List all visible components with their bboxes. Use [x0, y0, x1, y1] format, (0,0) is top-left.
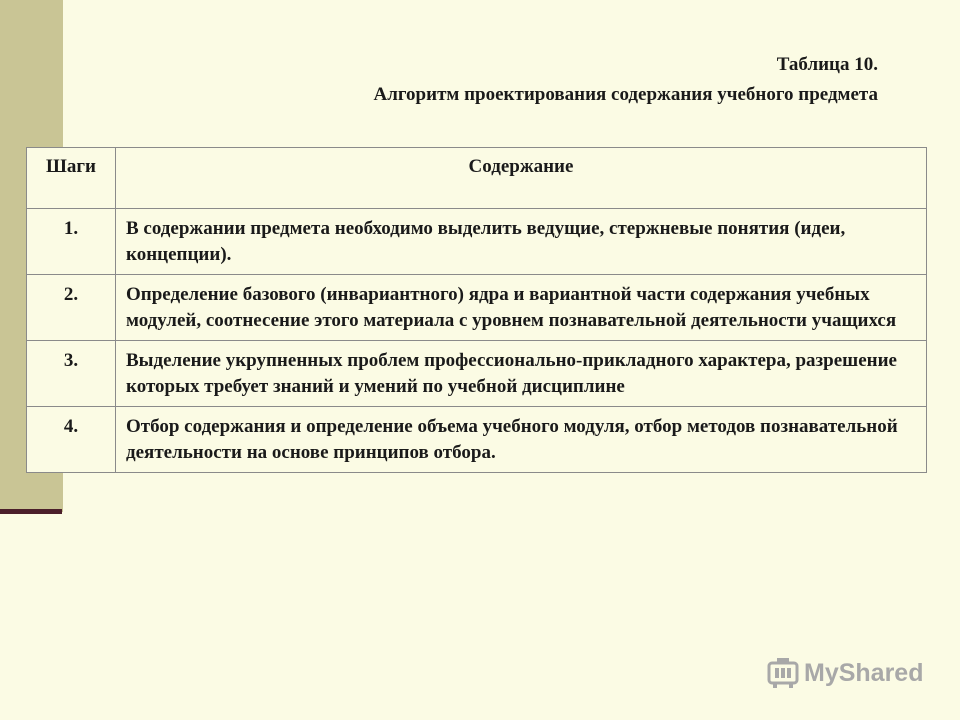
side-accent-rule	[0, 509, 62, 514]
table-header-row	[27, 148, 927, 209]
table-row	[27, 209, 927, 275]
table-caption	[374, 50, 878, 110]
step-content: Выделение укрупненных проблем профессионально-прикладного характера, разрешение которых требует знаний и умений по учебной дисциплине	[116, 341, 927, 407]
step-number: 2.	[27, 275, 116, 341]
algorithm-table	[26, 147, 927, 473]
step-content: Определение базового (инвариантного) ядра и вариантной части содержания учебных модулей, соотнесение этого материала с уровнем познавательной деятельности учащихся	[116, 275, 927, 341]
table-number: Таблица 10.	[776, 54, 878, 75]
step-number: 1.	[27, 209, 116, 275]
column-header-content: Содержание	[116, 148, 927, 209]
table-row	[27, 407, 927, 473]
myshared-brand-text: MyShared	[804, 658, 924, 687]
table-title: Алгоритм проектирования содержания учебного предмета	[373, 84, 878, 105]
step-content: В содержании предмета необходимо выделить ведущие, стержневые понятия (идеи, концепции).	[116, 209, 927, 275]
column-header-steps: Шаги	[27, 148, 116, 209]
table-row	[27, 341, 927, 407]
myshared-logo-icon	[766, 657, 800, 689]
step-number: 3.	[27, 341, 116, 407]
step-number: 4.	[27, 407, 116, 473]
table-row	[27, 275, 927, 341]
myshared-watermark[interactable]	[766, 655, 923, 691]
step-content: Отбор содержания и определение объема учебного модуля, отбор методов познавательной деятельности на основе принципов отбора.	[116, 407, 927, 473]
